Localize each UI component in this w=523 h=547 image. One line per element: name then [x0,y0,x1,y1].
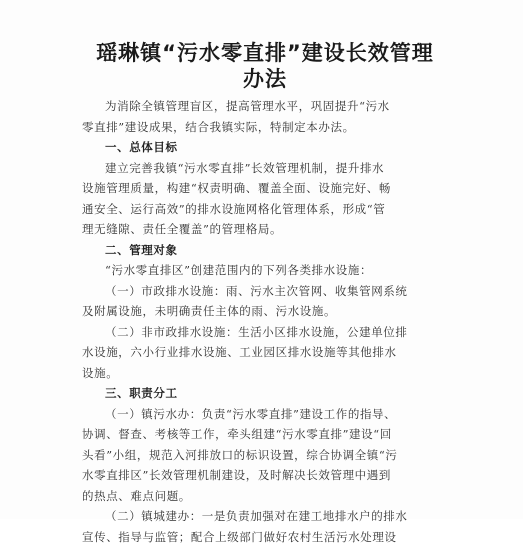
document-body [82,96,442,547]
paragraph-line: 及附属设施，未明确责任主体的雨、污水设施。 [82,301,442,322]
paragraph-line: （一）市政排水设施：雨、污水主次管网、收集管网系统 [82,281,442,302]
paragraph-line: “污水零直排区”创建范围内的下列各类排水设施： [82,260,442,281]
paragraph-line: 的热点、难点问题。 [82,486,442,507]
paragraph-line: 宣传、指导与监管；配合上级部门做好农村生活污水处理设 [82,527,442,547]
section-heading: 二、管理对象 [82,240,442,261]
paragraph-line: 设施。 [82,363,442,384]
paragraph-line: 设施管理质量，构建“权责明确、覆盖全面、设施完好、畅 [82,178,442,199]
paragraph-line: 水设施，六小行业排水设施、工业园区排水设施等其他排水 [82,342,442,363]
paragraph-line: 头看”小组，规范入河排放口的标识设置，综合协调全镇“污 [82,445,442,466]
paragraph-line: 建立完善我镇“污水零直排”长效管理机制，提升排水 [82,158,442,179]
paragraph-line: 通安全、运行高效”的排水设施网格化管理体系，形成“管 [82,199,442,220]
paragraph-line: （二）镇城建办：一是负责加强对在建工地排水户的排水 [82,506,442,527]
document-title-line-1: 瑶琳镇“污水零直排”建设长效管理 [60,40,470,66]
paragraph-line: （一）镇污水办：负责“污水零直排”建设工作的指导、 [82,404,442,425]
paragraph-line: 协调、督查、考核等工作，牵头组建“污水零直排”建设“回 [82,424,442,445]
section-heading: 三、职责分工 [82,383,442,404]
paragraph-line: （二）非市政排水设施：生活小区排水设施，公建单位排 [82,322,442,343]
document-title-line-2: 办法 [60,66,470,92]
paragraph-line: 零直排”建设成果，结合我镇实际，特制定本办法。 [82,117,442,138]
paragraph-line: 水零直排区”长效管理机制建设，及时解决长效管理中遇到 [82,465,442,486]
paragraph-line: 理无缝隙、责任全覆盖”的管理格局。 [82,219,442,240]
paragraph-line: 为消除全镇管理盲区，提高管理水平，巩固提升“污水 [82,96,442,117]
section-heading: 一、总体目标 [82,137,442,158]
